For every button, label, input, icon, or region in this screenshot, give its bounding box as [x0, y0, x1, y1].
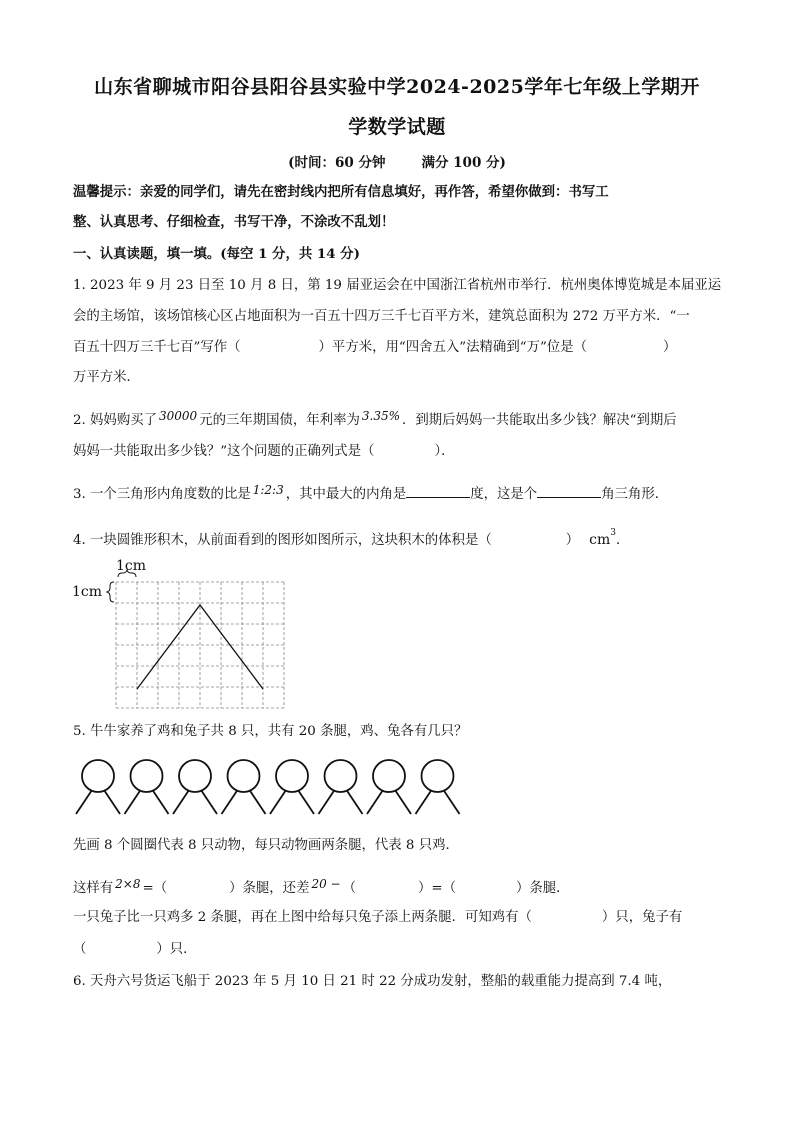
q2-text-c: ．到期后妈妈一共能取出多少钱？解决“到期后 — [402, 413, 677, 428]
q5-text-e: ）=（ — [418, 881, 457, 896]
q5-line-3 — [73, 874, 733, 899]
q4-unit: $cm^3$ — [589, 528, 616, 548]
q3-ratio: 1:2:3 — [252, 483, 284, 497]
right-leg — [444, 790, 460, 814]
q4-text-a: 4. 一块圆锥形积木，从前面看到的图形如图所示，这块积木的体积是（ — [73, 533, 492, 548]
q1-text-a: 百五十四万三千七百”写作（ — [73, 340, 241, 355]
q2-text-e: ）． — [434, 444, 455, 459]
q3-text-c: 度，这是个 — [470, 487, 538, 502]
q2-line-1 — [73, 406, 733, 431]
q3-text-a: 3. 一个三角形内角度数的比是 — [73, 487, 251, 502]
cone-front-view-figure — [68, 554, 298, 714]
q5-line-2: 先画 8 个圆圈代表 8 只动物，每只动物画两条腿，代表 8 只鸡． — [73, 838, 459, 853]
animal-circle — [422, 760, 454, 792]
animal-circle — [373, 760, 405, 792]
q3-line — [73, 480, 733, 505]
q5-text-i: （ — [73, 942, 87, 957]
score-info: 满分 100 分) — [421, 155, 506, 171]
right-leg — [250, 790, 266, 814]
q1-line-4: 万平方米． — [73, 370, 140, 385]
tip-line-1: 温馨提示：亲爱的同学们，请先在密封线内把所有信息填好，再作答，希望你做到：书写工 — [73, 184, 609, 200]
right-leg — [347, 790, 363, 814]
left-leg — [76, 790, 92, 814]
right-leg — [104, 790, 120, 814]
q5-line-5 — [73, 940, 733, 960]
q1-text-c: ） — [662, 340, 677, 355]
q2-line-2 — [73, 442, 733, 462]
q1-line-2: 会的主场馆，该场馆核心区占地面积为一百五十四万三千七百平方米，建筑总面积为 272 万平方米．“一 — [73, 309, 690, 324]
q5-text-c: ）条腿，还差 — [229, 881, 310, 896]
left-leg — [416, 790, 432, 814]
q5-text-d: （ — [342, 881, 356, 896]
q3-text-d: 角三角形． — [601, 487, 669, 502]
animal-circle — [276, 760, 308, 792]
q5-text-f: ）条腿． — [516, 881, 570, 896]
left-leg — [222, 790, 238, 814]
animal-circles — [76, 760, 460, 814]
q2-text-a: 2. 妈妈购买了 — [73, 413, 157, 428]
q5-line-1: 5. 牛牛家养了鸡和兔子共 8 只，共有 20 条腿，鸡、兔各有几只？ — [73, 724, 468, 739]
chickens-figure — [66, 754, 496, 824]
q3-answer-blank-2[interactable] — [537, 483, 601, 498]
q3-text-b: ，其中最大的内角是 — [285, 487, 407, 502]
right-leg — [395, 790, 411, 814]
q2-rate: 3.35% — [361, 409, 400, 423]
animal-circle — [179, 760, 211, 792]
left-leg — [173, 790, 189, 814]
exam-meta — [0, 151, 794, 171]
tip-line-2: 整、认真思考、仔细检查，书写干净，不涂改不乱划！ — [73, 214, 395, 230]
section-heading: 一、认真读题，填一填。(每空 1 分，共 14 分) — [73, 246, 360, 262]
q1-text-b: ）平方米，用“四舍五入”法精确到“万”位是（ — [318, 340, 587, 355]
q5-expression-2: 20 − — [311, 877, 341, 891]
q5-text-j: ）只． — [156, 942, 197, 957]
q5-text-h: ）只，兔子有 — [601, 910, 683, 925]
q4-text-b: ） — [565, 533, 580, 548]
left-leg — [270, 790, 286, 814]
left-brace — [107, 582, 114, 602]
exam-title-line-1: 山东省聊城市阳谷县阳谷县实验中学2024-2025学年七年级上学期开 — [94, 76, 700, 98]
q5-expression-1: 2×8 — [115, 877, 141, 891]
animal-circle — [82, 760, 114, 792]
animal-circle — [325, 760, 357, 792]
q1-line-1: 1. 2023 年 9 月 23 日至 10 月 8 日，第 19 届亚运会在中国浙江省杭州市举行．杭州奥体博览城是本届亚运 — [73, 278, 722, 293]
figure-left-label: 1cm — [72, 584, 103, 600]
right-leg — [201, 790, 217, 814]
q4-line — [73, 523, 733, 551]
q1-line-3 — [73, 338, 733, 358]
q5-text-b: =（ — [142, 881, 168, 896]
left-leg — [319, 790, 335, 814]
animal-circle — [228, 760, 260, 792]
figure-top-label: 1cm — [116, 558, 147, 574]
right-leg — [298, 790, 314, 814]
left-leg — [367, 790, 383, 814]
q6-line-1: 6. 天舟六号货运飞船于 2023 年 5 月 10 日 21 时 22 分成功发射，整船的载重能力提高到 7.4 吨， — [73, 974, 672, 989]
q2-money: 30000 — [159, 409, 198, 423]
exam-title-line-2: 学数学试题 — [348, 116, 446, 138]
animal-circle — [131, 760, 163, 792]
q5-text-a: 这样有 — [73, 881, 114, 896]
q3-answer-blank-1[interactable] — [406, 483, 470, 498]
q2-text-d: 妈妈一共能取出多少钱？”这个问题的正确列式是（ — [73, 444, 375, 459]
q5-line-4 — [73, 908, 733, 928]
left-leg — [125, 790, 141, 814]
time-info: (时间：60 分钟 — [288, 155, 386, 171]
grid-lines — [116, 582, 284, 708]
q2-text-b: 元的三年期国债，年利率为 — [199, 413, 360, 428]
q4-text-c: ． — [616, 533, 630, 548]
q5-text-g: 一只兔子比一只鸡多 2 条腿，再在上图中给每只兔子添上两条腿．可知鸡有（ — [73, 910, 532, 925]
right-leg — [153, 790, 169, 814]
